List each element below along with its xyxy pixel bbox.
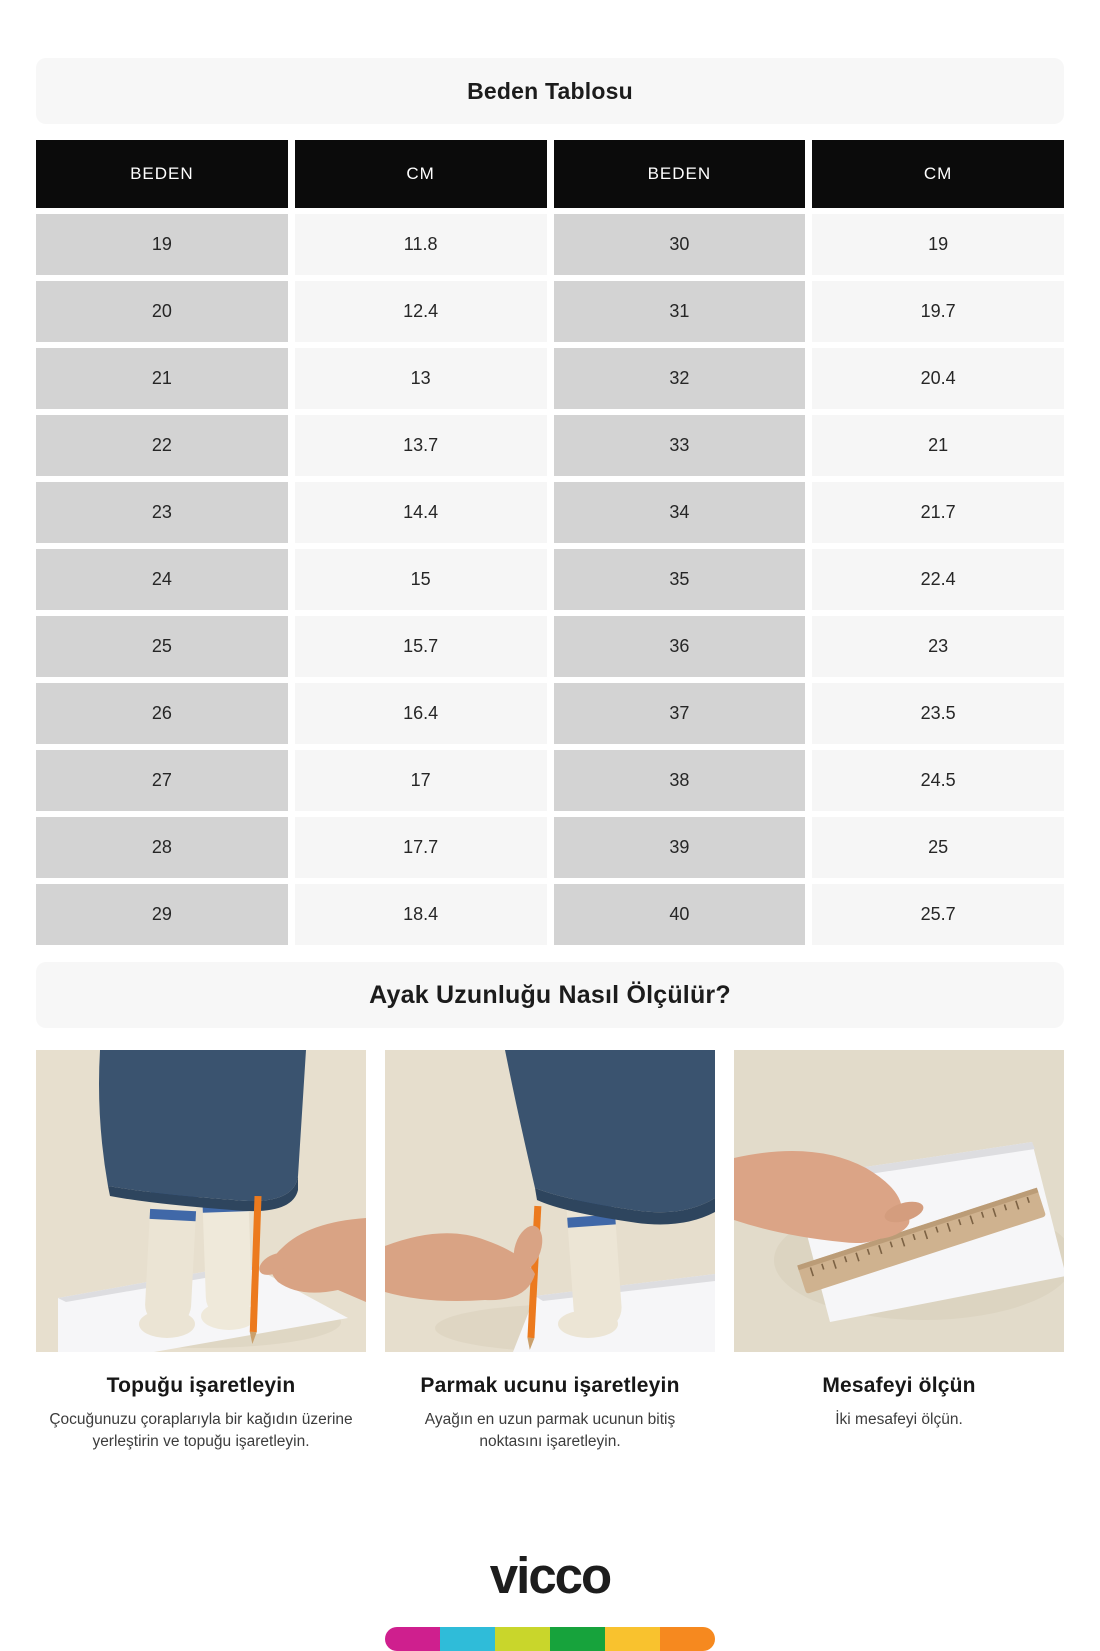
size-cell: 21 bbox=[36, 348, 288, 409]
step-measure bbox=[734, 1374, 1064, 1453]
size-cell: 19 bbox=[36, 214, 288, 275]
size-cell: 34 bbox=[554, 482, 806, 543]
size-chart-panel bbox=[36, 58, 1064, 124]
size-cell: 32 bbox=[554, 348, 806, 409]
brand-rainbow-bar bbox=[385, 1627, 715, 1651]
instruction-photos bbox=[36, 1050, 1064, 1352]
size-cell: 24 bbox=[36, 549, 288, 610]
cm-cell: 12.4 bbox=[295, 281, 547, 342]
size-cell: 39 bbox=[554, 817, 806, 878]
table-header-cell: CM bbox=[295, 140, 547, 208]
cm-cell: 15 bbox=[295, 549, 547, 610]
cm-cell: 14.4 bbox=[295, 482, 547, 543]
size-cell: 40 bbox=[554, 884, 806, 945]
cm-cell: 19 bbox=[812, 214, 1064, 275]
photo-measure-distance bbox=[734, 1050, 1064, 1352]
measure-section-panel bbox=[36, 962, 1064, 1028]
step-title: Parmak ucunu işaretleyin bbox=[420, 1374, 680, 1397]
cm-cell: 17.7 bbox=[295, 817, 547, 878]
cm-cell: 20.4 bbox=[812, 348, 1064, 409]
rainbow-segment bbox=[440, 1627, 495, 1651]
brand-footer bbox=[0, 1547, 1100, 1604]
cm-cell: 16.4 bbox=[295, 683, 547, 744]
step-heel bbox=[36, 1374, 366, 1453]
size-cell: 20 bbox=[36, 281, 288, 342]
cm-cell: 19.7 bbox=[812, 281, 1064, 342]
cm-cell: 25.7 bbox=[812, 884, 1064, 945]
cm-cell: 11.8 bbox=[295, 214, 547, 275]
size-table bbox=[36, 140, 1064, 945]
rainbow-segment bbox=[495, 1627, 550, 1651]
step-title: Topuğu işaretleyin bbox=[106, 1374, 296, 1397]
step-toe bbox=[385, 1374, 715, 1453]
size-cell: 33 bbox=[554, 415, 806, 476]
toe-marking-illustration bbox=[385, 1050, 715, 1352]
size-cell: 37 bbox=[554, 683, 806, 744]
step-title: Mesafeyi ölçün bbox=[822, 1374, 976, 1397]
cm-cell: 24.5 bbox=[812, 750, 1064, 811]
photo-mark-toe bbox=[385, 1050, 715, 1352]
rainbow-segment bbox=[660, 1627, 715, 1651]
cm-cell: 18.4 bbox=[295, 884, 547, 945]
table-header-cell: BEDEN bbox=[554, 140, 806, 208]
rainbow-segment bbox=[605, 1627, 660, 1651]
rainbow-segment bbox=[385, 1627, 440, 1651]
cm-cell: 13.7 bbox=[295, 415, 547, 476]
table-header-cell: BEDEN bbox=[36, 140, 288, 208]
rainbow-segment bbox=[550, 1627, 605, 1651]
step-description: Çocuğunuzu çoraplarıyla bir kağıdın üzerine yerleştirin ve topuğu işaretleyin. bbox=[49, 1411, 353, 1450]
photo-mark-heel bbox=[36, 1050, 366, 1352]
size-cell: 29 bbox=[36, 884, 288, 945]
section-title: Ayak Uzunluğu Nasıl Ölçülür? bbox=[369, 980, 731, 1009]
cm-cell: 25 bbox=[812, 817, 1064, 878]
size-cell: 30 bbox=[554, 214, 806, 275]
cm-cell: 17 bbox=[295, 750, 547, 811]
cm-cell: 23.5 bbox=[812, 683, 1064, 744]
cm-cell: 21 bbox=[812, 415, 1064, 476]
cm-cell: 21.7 bbox=[812, 482, 1064, 543]
cm-cell: 15.7 bbox=[295, 616, 547, 677]
vicco-logo: vicco bbox=[489, 1547, 611, 1604]
step-description: İki mesafeyi ölçün. bbox=[835, 1411, 963, 1428]
size-cell: 35 bbox=[554, 549, 806, 610]
heel-marking-illustration bbox=[36, 1050, 366, 1352]
size-cell: 28 bbox=[36, 817, 288, 878]
size-cell: 36 bbox=[554, 616, 806, 677]
size-cell: 38 bbox=[554, 750, 806, 811]
size-cell: 22 bbox=[36, 415, 288, 476]
page-title: Beden Tablosu bbox=[467, 77, 633, 104]
instruction-captions bbox=[36, 1374, 1064, 1453]
table-header-cell: CM bbox=[812, 140, 1064, 208]
size-cell: 31 bbox=[554, 281, 806, 342]
cm-cell: 23 bbox=[812, 616, 1064, 677]
cm-cell: 22.4 bbox=[812, 549, 1064, 610]
cm-cell: 13 bbox=[295, 348, 547, 409]
size-cell: 27 bbox=[36, 750, 288, 811]
ruler-measuring-illustration bbox=[734, 1050, 1064, 1352]
size-cell: 26 bbox=[36, 683, 288, 744]
size-cell: 25 bbox=[36, 616, 288, 677]
step-description: Ayağın en uzun parmak ucunun bitiş noktasını işaretleyin. bbox=[424, 1411, 676, 1450]
size-cell: 23 bbox=[36, 482, 288, 543]
